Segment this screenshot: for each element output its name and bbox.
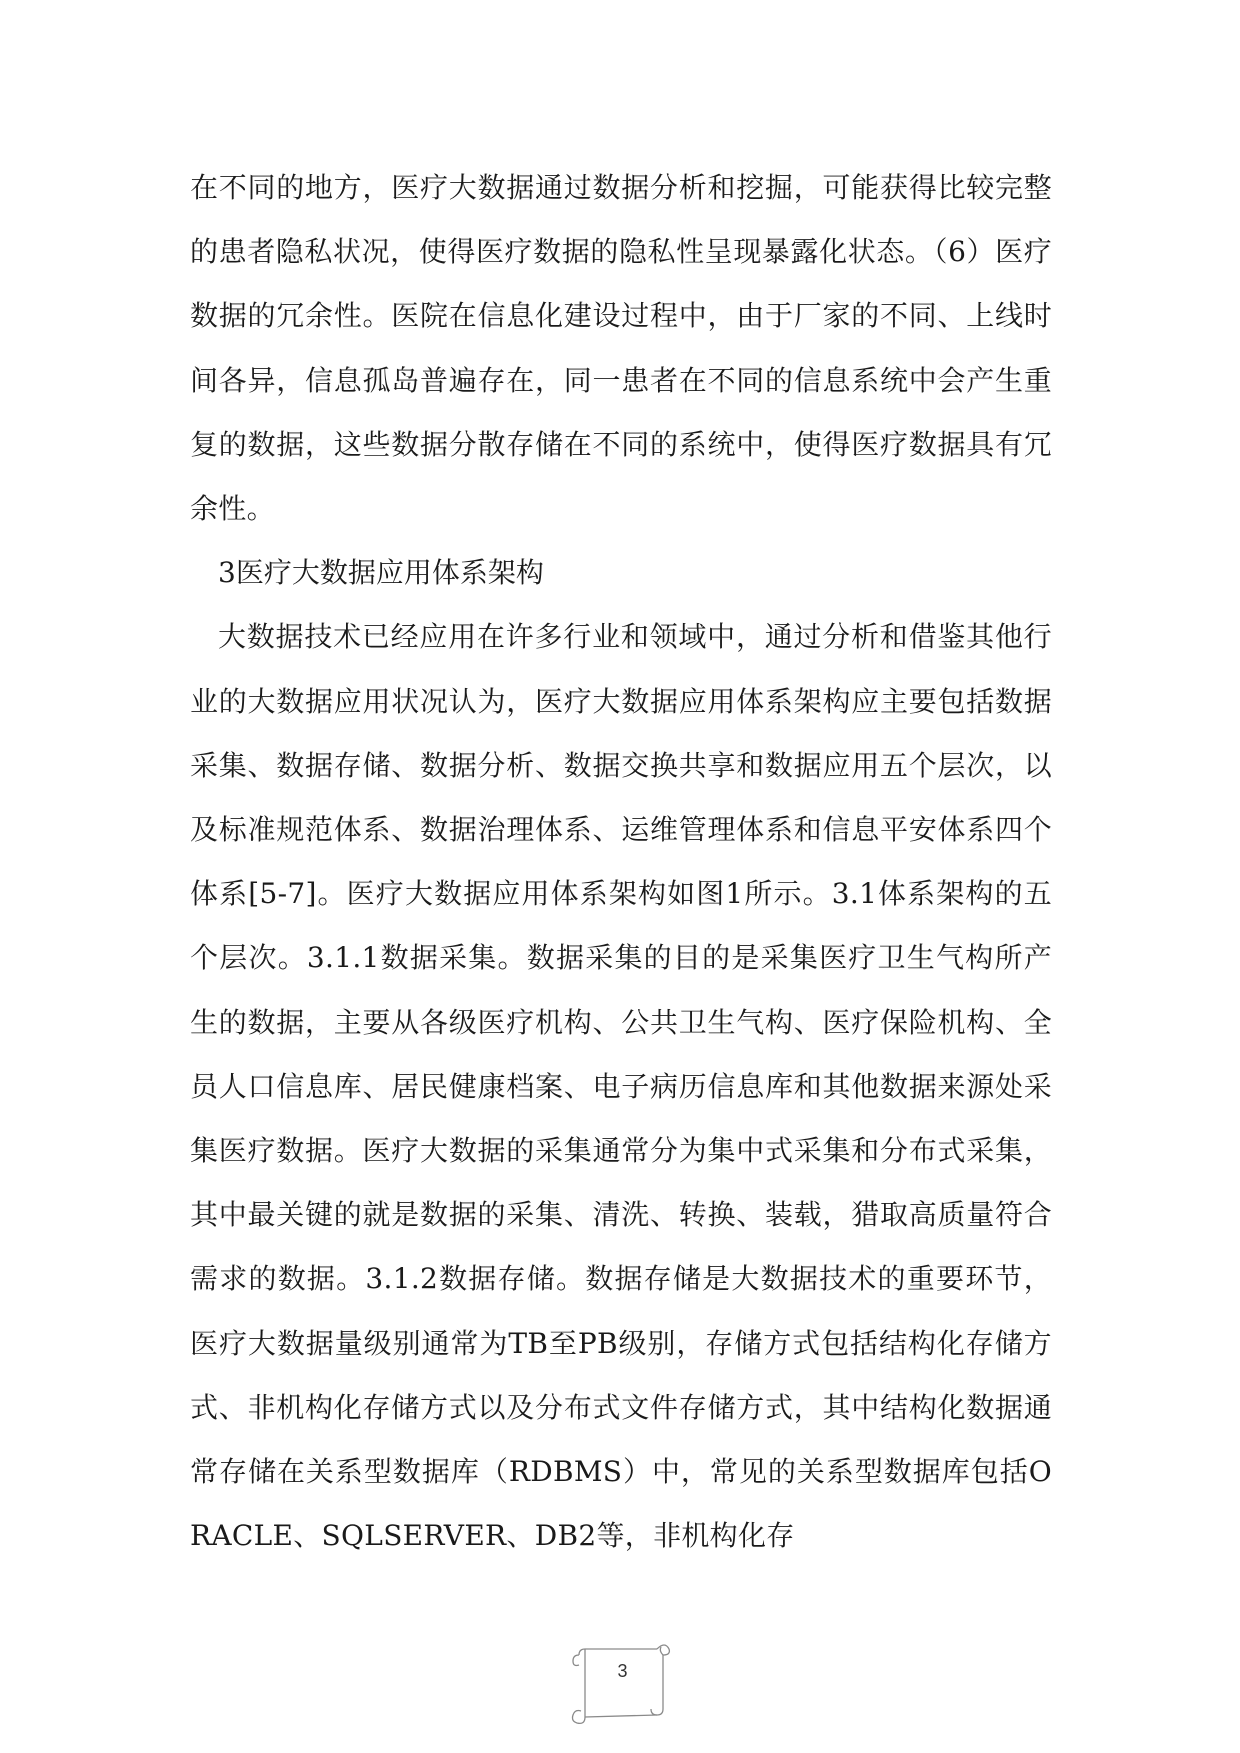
paragraph-privacy-redundancy: 在不同的地方，医疗大数据通过数据分析和挖掘，可能获得比较完整的患者隐私状况，使得医疗数据的隐私性呈现暴露化状态。（6）医疗数据的冗余性。医院在信息化建设过程中，由于厂家的不同、上线时间各异，信息孤岛普遍存在，同一患者在不同的信息系统中会产生重复的数据，这些数据分散存储在不同的系统中，使得医疗数据具有冗余性。	[190, 171, 1052, 526]
page-number: 3	[617, 1661, 628, 1681]
page-footer	[565, 1633, 680, 1728]
body-text	[190, 156, 1052, 1568]
section-heading: 3医疗大数据应用体系架构	[218, 556, 544, 590]
paragraph-architecture: 大数据技术已经应用在许多行业和领域中，通过分析和借鉴其他行业的大数据应用状况认为，医疗大数据应用体系架构应主要包括数据采集、数据存储、数据分析、数据交换共享和数据应用五个层次，以及标准规范体系、数据治理体系、运维管理体系和信息平安体系四个体系[5-7]。医疗大数据应用体系架构如图1所示。3.1体系架构的五个层次。3.1.1数据采集。数据采集的目的是采集医疗卫生气构所产生的数据，主要从各级医疗机构、公共卫生气构、医疗保险机构、全员人口信息库、居民健康档案、电子病历信息库和其他数据来源处采集医疗数据。医疗大数据的采集通常分为集中式采集和分布式采集，其中最关键的就是数据的采集、清洗、转换、装载，猎取高质量符合需求的数据。3.1.2数据存储。数据存储是大数据技术的重要环节，医疗大数据量级别通常为TB至PB级别，存储方式包括结构化存储方式、非机构化存储方式以及分布式文件存储方式，其中结构化数据通常存储在关系型数据库（RDBMS）中，常见的关系型数据库包括ORACLE、SQLSERVER、DB2等，非机构化存	[190, 620, 1052, 1553]
